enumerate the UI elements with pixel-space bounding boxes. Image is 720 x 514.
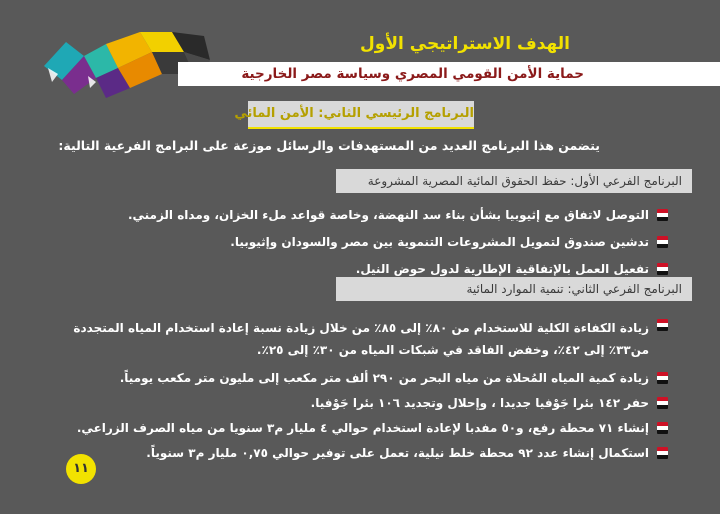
egypt-flag-icon — [657, 209, 668, 221]
list-item — [68, 234, 668, 250]
list-item-text: استكمال إنشاء عدد ٩٢ محطة خلط نيلية، تعمل على توفير حوالي ٠,٧٥ مليار م٣ سنوياً. — [146, 446, 649, 460]
subprogram-1-heading: البرنامج الفرعي الأول: حفظ الحقوق المائية المصرية المشروعة — [336, 169, 692, 193]
subprogram-2-heading: البرنامج الفرعي الثاني: تنمية الموارد المائية — [336, 277, 692, 301]
list-item-text: حفر ١٤٢ بئرا جَوْفيا جديدا ، وإحلال وتجديد ١٠٦ بئرا جَوْفيا. — [310, 396, 649, 410]
egypt-flag-icon — [657, 447, 668, 459]
list-item — [68, 261, 668, 277]
egypt-flag-icon — [657, 397, 668, 409]
list-item-text: تدشين صندوق لتمويل المشروعات التنموية بين مصر والسودان وإثيوبيا. — [230, 235, 649, 249]
list-item-text: زيادة الكفاءة الكلية للاستخدام من ٨٠٪ إلى ٨٥٪ من خلال زيادة نسبة إعادة استخدام المياه المتجددة من٣٣٪ إلى ٤٢٪، وخفض الفاقد في شبكات المياه من ٣٠٪ إلى ٢٥٪. — [73, 321, 649, 357]
list-item-text: زيادة كمية المياه المُحلاة من مياه البحر من ٢٩٠ ألف متر مكعب إلى مليون متر مكعب يومياً. — [119, 371, 649, 385]
list-item — [68, 420, 668, 436]
egypt-flag-icon — [657, 236, 668, 248]
list-item-text: إنشاء ٧١ محطة رفع، و٥٠ مفدبا لإعادة استخدام حوالي ٤ مليار م٣ سنويا من مياه الصرف الزراعي. — [76, 421, 649, 435]
list-item — [68, 207, 668, 223]
intro-text: يتضمن هذا البرنامج العديد من المستهدفات والرسائل موزعة على البرامج الفرعية التالية: — [58, 138, 600, 153]
strategic-goal-title: الهدف الاستراتيجي الأول — [360, 34, 570, 54]
egypt-flag-icon — [657, 372, 668, 384]
main-program-heading: البرنامج الرئيسي الثاني: الأمن المائي — [248, 101, 474, 129]
egypt-flag-icon — [657, 319, 668, 331]
subprogram-1-list — [68, 207, 668, 288]
list-item — [68, 445, 668, 461]
subprogram-2-list — [68, 317, 668, 470]
egypt-flag-icon — [657, 422, 668, 434]
egypt-flag-icon — [657, 263, 668, 275]
list-item — [68, 317, 668, 361]
page-number: ١١ — [66, 454, 96, 484]
list-item — [68, 370, 668, 386]
list-item-text: تفعيل العمل بالإتفاقية الإطارية لدول حوض النيل. — [355, 262, 649, 276]
list-item — [68, 395, 668, 411]
strategic-goal-subtitle: حماية الأمن القومي المصري وسياسة مصر الخارجية — [178, 62, 720, 86]
list-item-text: التوصل لاتفاق مع إثيوبيا بشأن بناء سد النهضة، وخاصة قواعد ملء الخزان، ومداه الزمني. — [127, 208, 649, 222]
